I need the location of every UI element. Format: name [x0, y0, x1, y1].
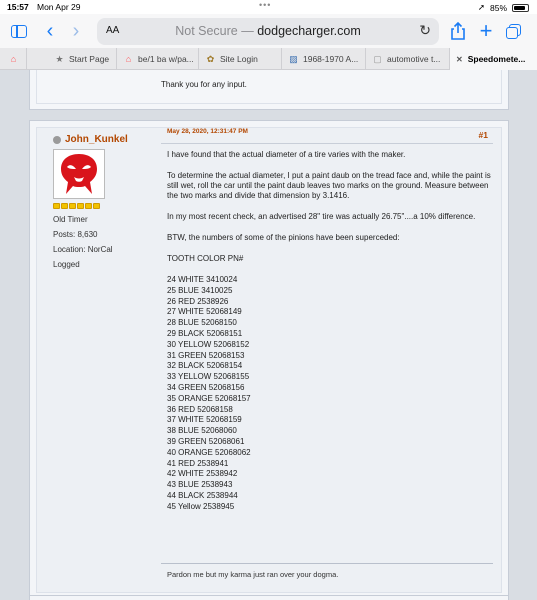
signature-divider [161, 563, 493, 564]
viper-logo-icon [54, 150, 104, 198]
share-icon[interactable] [448, 21, 468, 41]
sidebar-icon[interactable] [9, 21, 29, 41]
post-paragraph: I have found that the actual diameter of a tire varies with the maker. [167, 150, 406, 159]
tab-automotive[interactable] [366, 48, 450, 70]
post-number[interactable]: #1 [478, 130, 488, 140]
tab-strip [0, 48, 537, 70]
previous-post-text: Thank you for any input. [161, 80, 247, 89]
rank-star-icon [69, 203, 76, 209]
pinion-item: 32 BLACK 52068154 [167, 361, 243, 371]
page-icon: ▢ [373, 54, 382, 64]
rank-star-icon [61, 203, 68, 209]
pinion-item: 41 RED 2538941 [167, 458, 229, 468]
location-icon: ➚ [477, 2, 485, 12]
user-location: Location: NorCal [53, 245, 113, 254]
rank-star-icon [93, 203, 100, 209]
browser-toolbar [0, 14, 537, 48]
site-icon: ✿ [206, 54, 215, 64]
pinion-item: 27 WHITE 52068149 [167, 307, 242, 317]
pinion-item: 40 ORANGE 52068062 [167, 447, 251, 457]
address-bar[interactable] [97, 18, 439, 45]
tab-label: Speedomete... [467, 54, 526, 64]
tab-start-page[interactable] [27, 48, 117, 70]
new-tab-icon[interactable]: + [479, 18, 493, 43]
rank-star-icon [85, 203, 92, 209]
previous-post-inner [36, 70, 502, 104]
pinion-item: 44 BLACK 2538944 [167, 490, 238, 500]
user-post-count: Posts: 8,630 [53, 230, 98, 239]
battery-icon [512, 4, 529, 12]
pinion-item: 38 BLUE 52068060 [167, 426, 237, 436]
pinion-item: 36 RED 52068158 [167, 404, 233, 414]
avatar[interactable] [53, 149, 105, 199]
pinion-item: 45 Yellow 2538945 [167, 501, 235, 511]
pinion-item: 35 ORANGE 52068157 [167, 393, 251, 403]
post-paragraph: To determine the actual diameter, I put a paint daub on the tread face and, while the paint is still wet, roll the car until the paint daub leaves two marks on the ground. Measure between the two marks and divide that dimension by 3.1416. [167, 171, 491, 200]
pinion-item: 26 RED 2538926 [167, 296, 229, 306]
pinion-item: 31 GREEN 52068153 [167, 350, 245, 360]
tab-1968-1970[interactable] [282, 48, 366, 70]
tab-overview-icon[interactable] [504, 21, 524, 41]
pinion-list [167, 275, 497, 513]
page-content [0, 70, 537, 600]
tab-label: Start Page [69, 54, 110, 64]
post-body [167, 150, 497, 513]
star-icon: ★ [55, 54, 64, 64]
multitasking-dots-icon[interactable]: ••• [259, 0, 272, 10]
security-label: Not Secure — [175, 24, 254, 38]
tab-label: be/1 ba w/pa... [138, 54, 194, 64]
rank-star-icon [77, 203, 84, 209]
post-paragraph: In my most recent check, an advertised 28" tire was actually 26.75"....a 10% difference. [167, 212, 476, 221]
user-logged: Logged [53, 260, 80, 269]
status-bar [0, 0, 537, 14]
battery-fill [514, 6, 525, 10]
post-inner [36, 127, 502, 593]
pinion-item: 42 WHITE 2538942 [167, 469, 238, 479]
post-paragraph: TOOTH COLOR PN# [167, 254, 244, 263]
text-size-label: AA [106, 25, 120, 36]
pinion-item: 43 BLUE 2538943 [167, 480, 233, 490]
signature: Pardon me but my karma just ran over your dogma. [167, 570, 339, 579]
tab-airbnb[interactable] [0, 48, 27, 70]
post-date[interactable]: May 28, 2020, 12:31:47 PM [167, 128, 248, 135]
battery-percent: 85% [489, 2, 507, 13]
pinion-item: 28 BLUE 52068150 [167, 318, 237, 328]
pinion-item: 29 BLACK 52068151 [167, 328, 243, 338]
domain-label: dodgecharger.com [257, 24, 361, 38]
previous-post [29, 70, 509, 110]
url-text[interactable] [97, 24, 439, 38]
post-paragraph: BTW, the numbers of some of the pinions have been superceded: [167, 233, 400, 242]
user-rank: Old Timer [53, 215, 88, 224]
pinion-item: 30 YELLOW 52068152 [167, 339, 250, 349]
pinion-item: 24 WHITE 3410024 [167, 275, 238, 284]
pinion-item: 34 GREEN 52068156 [167, 382, 245, 392]
status-time: 15:57 [7, 2, 29, 12]
forum-post [29, 120, 509, 600]
reload-icon[interactable]: ↻ [419, 22, 431, 38]
tab-label: 1968-1970 A... [303, 54, 359, 64]
close-tab-icon[interactable]: ✕ [456, 55, 463, 64]
tab-label: Site Login [220, 54, 258, 64]
tab-listing[interactable] [117, 48, 199, 70]
pinion-item: 25 BLUE 3410025 [167, 285, 233, 295]
status-right [478, 2, 529, 13]
forward-icon[interactable]: › [72, 20, 80, 42]
airbnb-icon: ⌂ [10, 54, 17, 64]
rank-stars [53, 203, 100, 209]
pinion-item: 39 GREEN 52068061 [167, 436, 245, 446]
airbnb-icon: ⌂ [125, 54, 132, 64]
rank-star-icon [53, 203, 60, 209]
tab-site-login[interactable] [199, 48, 282, 70]
next-post [29, 595, 509, 600]
username-link[interactable]: John_Kunkel [65, 134, 128, 145]
image-icon: ▨ [289, 54, 298, 64]
offline-status-icon [53, 136, 61, 144]
tab-speedometer[interactable] [450, 48, 537, 70]
tab-label: automotive t... [387, 54, 441, 64]
pinion-item: 37 WHITE 52068159 [167, 415, 242, 425]
pinion-item: 33 YELLOW 52068155 [167, 372, 250, 382]
back-icon[interactable]: ‹ [46, 20, 54, 42]
post-header-divider [161, 143, 493, 144]
status-date: Mon Apr 29 [37, 2, 81, 12]
